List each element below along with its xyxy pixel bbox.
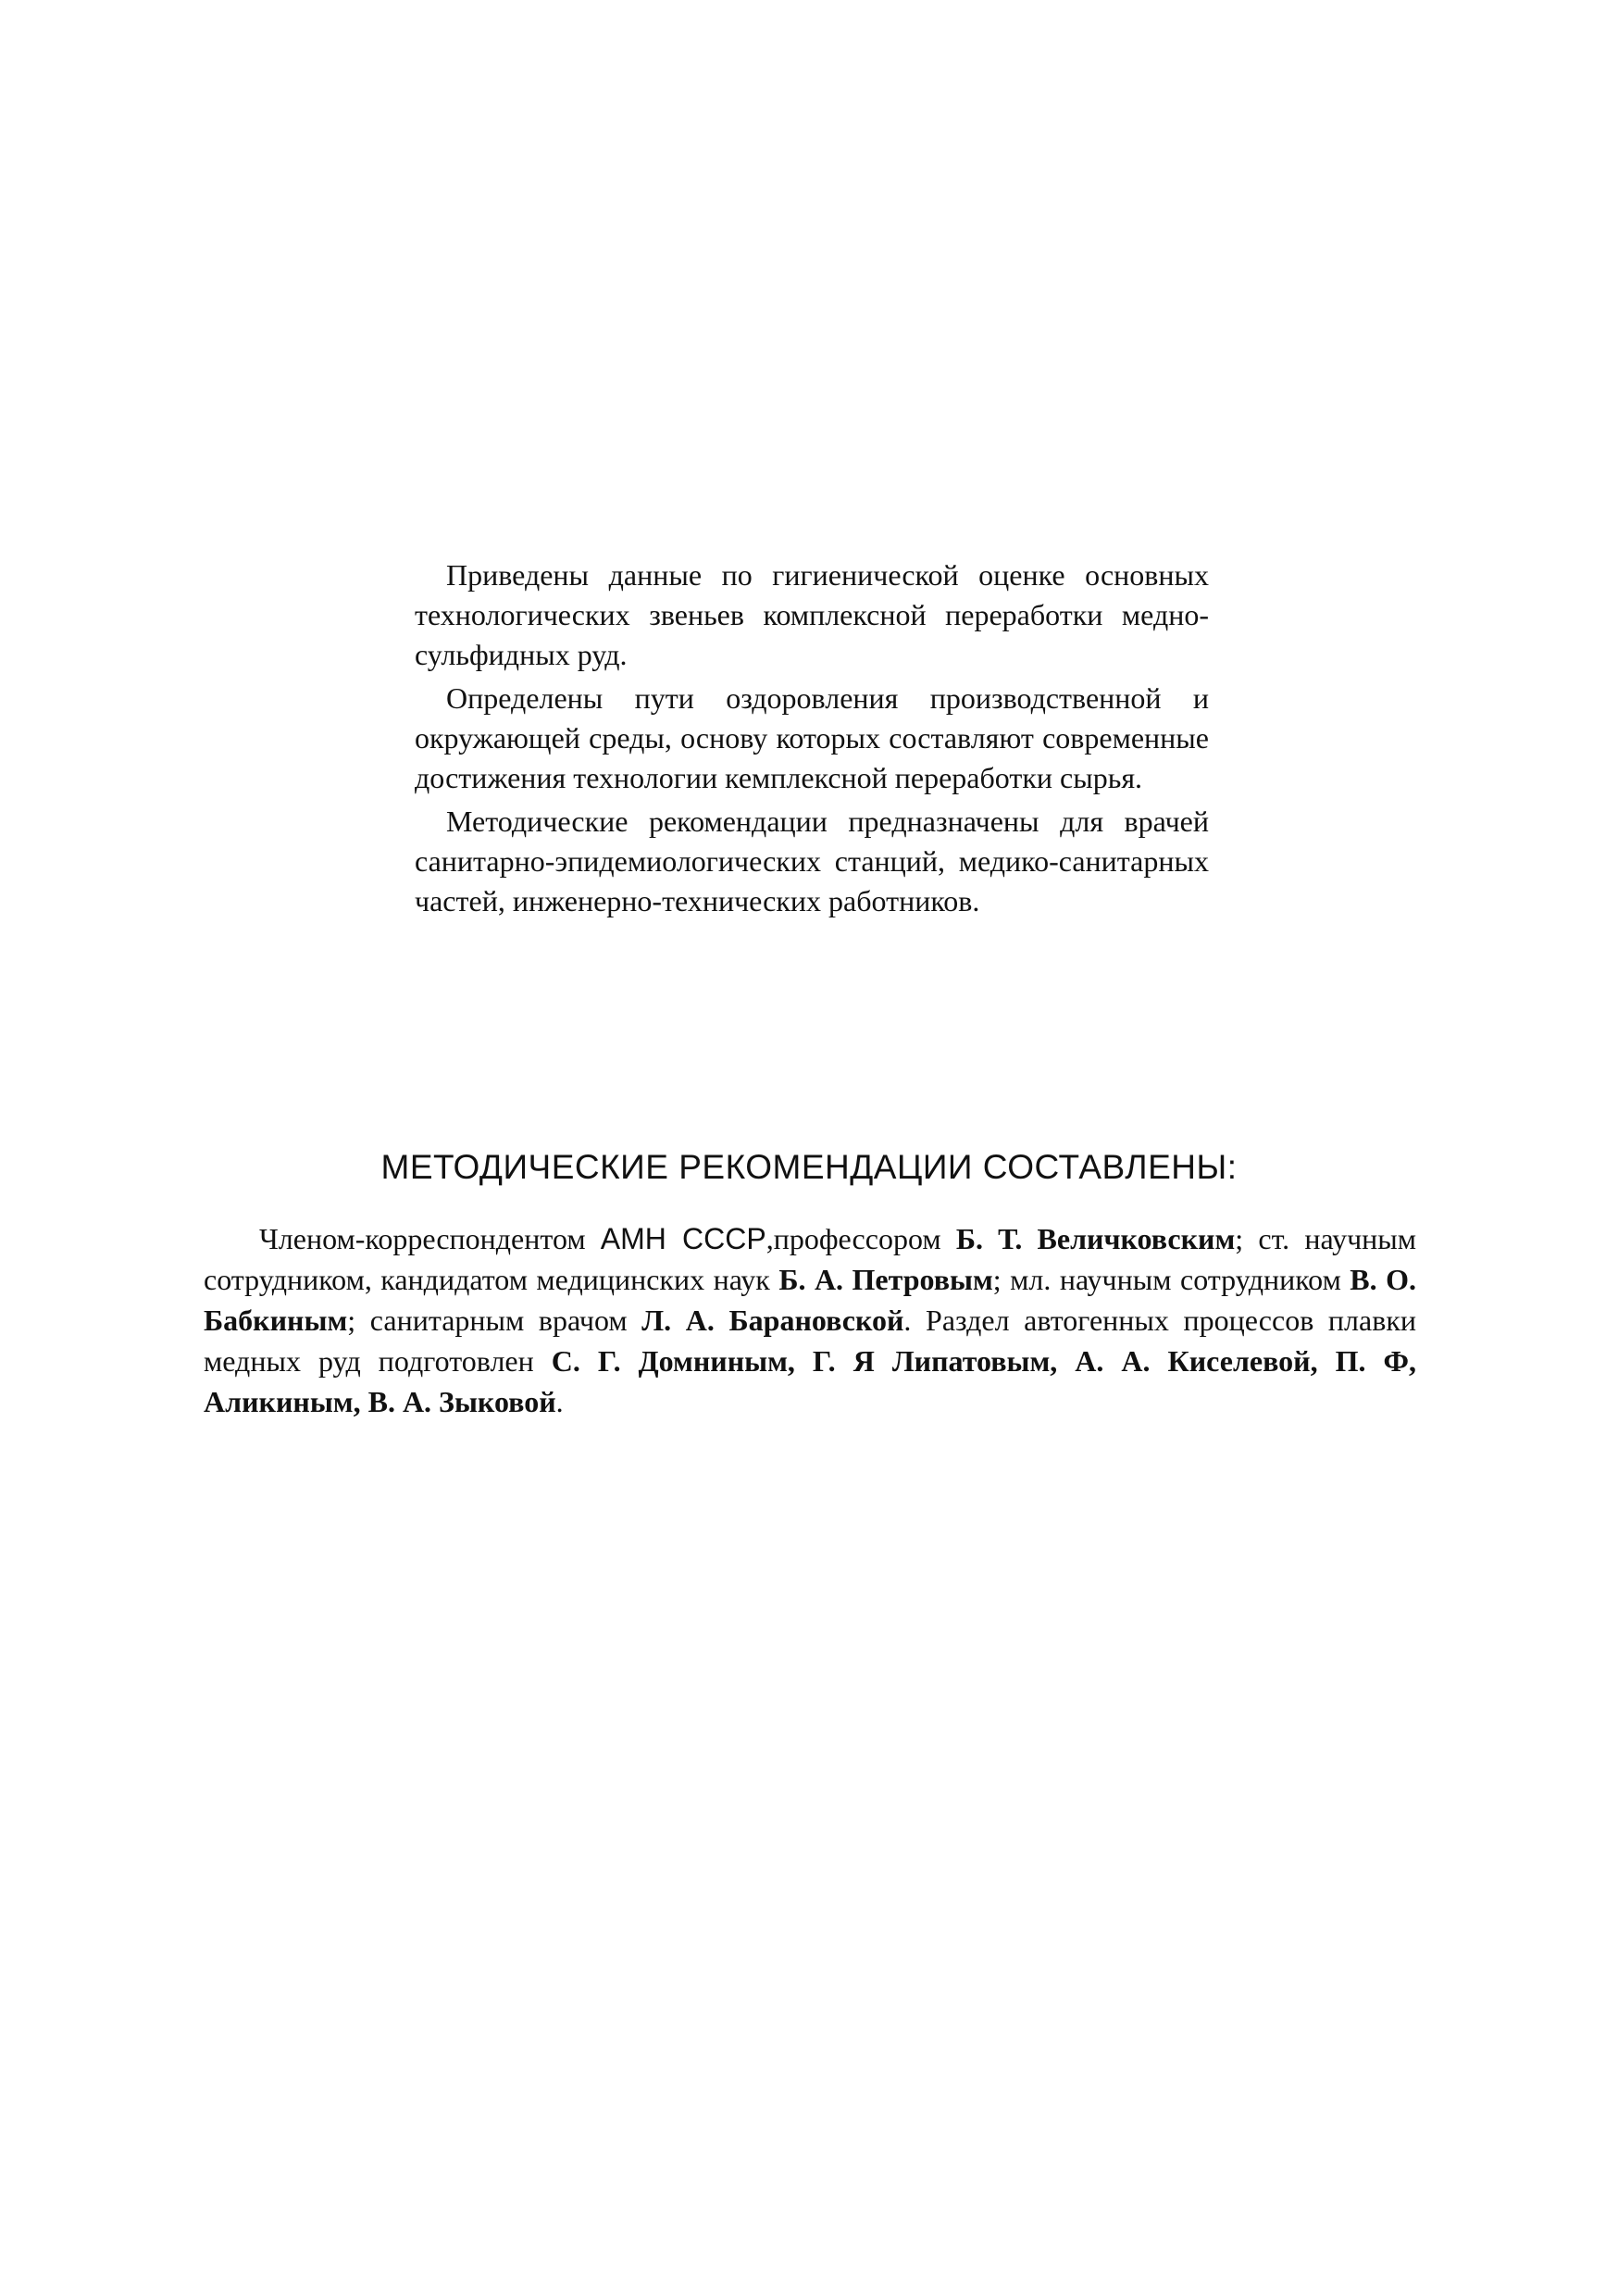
author-name: Б. А. Петровым bbox=[778, 1263, 993, 1296]
credits-organization: АМН СССР bbox=[600, 1222, 766, 1255]
credits-text: ; ст. научным сотрудником, кандидатом медицинских наук bbox=[204, 1222, 1417, 1296]
credits-text: . bbox=[555, 1385, 564, 1418]
credits-heading: МЕТОДИЧЕСКИЕ РЕКОМЕНДАЦИИ СОСТАВЛЕНЫ: bbox=[380, 1148, 1238, 1186]
author-names-list: С. Г. Домниным, Г. Я Липатовым, А. А. Киселевой, П. Ф, Аликиным, В. А. Зыковой bbox=[204, 1344, 1417, 1418]
credits-text: ; мл. научным сотрудником bbox=[992, 1263, 1350, 1296]
credits-text: ,профессором bbox=[765, 1222, 956, 1255]
abstract-paragraph-1: Приведены данные по гигиенической оценке основных технологических звеньев комплексной переработки медно-сульфидных руд. bbox=[415, 558, 1209, 671]
abstract-paragraph-3: Методические рекомендации предназначены для врачей санитарно-эпидемиологических станций, медико-санитарных частей, инженерно-технических работников. bbox=[415, 805, 1209, 917]
credits-text: . Раздел автогенных процессов плавки медных руд подготовлен bbox=[204, 1304, 1416, 1378]
credits-text: Членом-корреспондентом bbox=[259, 1222, 601, 1255]
abstract-block bbox=[415, 555, 1209, 925]
author-name: В. О. Бабкиным bbox=[204, 1263, 1417, 1337]
credits-paragraph bbox=[204, 1218, 1416, 1422]
author-name: Л. А. Барановской bbox=[641, 1304, 904, 1337]
abstract-paragraph-2: Определены пути оздоровления производственной и окружающей среды, основу которых составляют современные достижения технологии кемплексной переработки сырья. bbox=[415, 681, 1209, 794]
author-name: Б. Т. Величковским bbox=[955, 1222, 1236, 1255]
credits-text: ; санитарным врачом bbox=[347, 1304, 642, 1337]
